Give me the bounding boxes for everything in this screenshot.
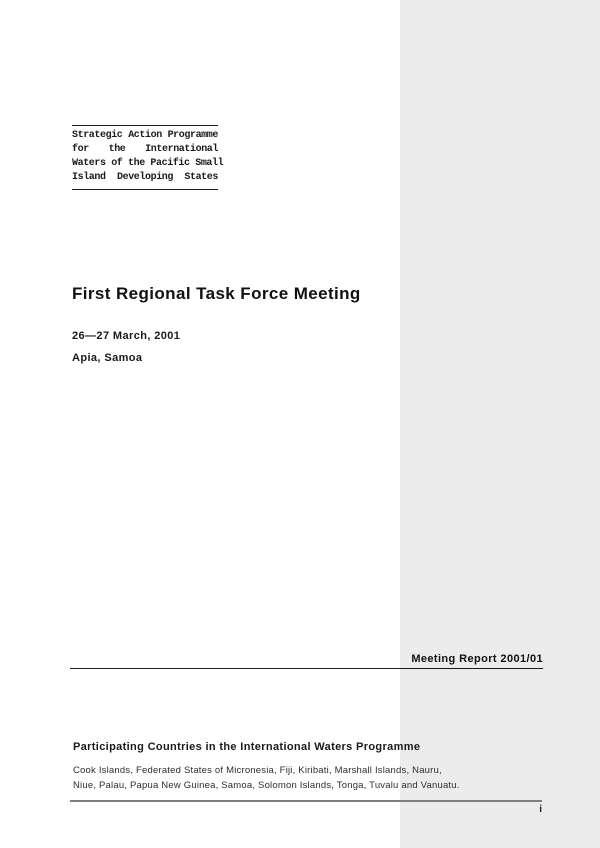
programme-line: for the International: [72, 144, 218, 155]
participants-heading: Participating Countries in the International Waters Programme: [73, 741, 421, 753]
programme-title-block: [72, 125, 224, 190]
meeting-location: Apia, Samoa: [72, 352, 143, 364]
report-title: First Regional Task Force Meeting: [72, 284, 361, 303]
programme-line: Waters of the Pacific Small: [72, 158, 224, 169]
right-gray-band: [400, 0, 600, 848]
footer-rule: [70, 800, 542, 802]
page-number: i: [539, 804, 542, 815]
programme-line: Island Developing States: [72, 172, 218, 183]
participants-list: Cook Islands, Federated States of Micronesia, Fiji, Kiribati, Marshall Islands, Nauru, Niue, Palau, Papua New Guinea, Samoa, Solomon Islands, Tonga, Tuvalu and Vanuatu.: [73, 765, 460, 791]
meeting-dates: 26—27 March, 2001: [72, 330, 181, 342]
report-reference: Meeting Report 2001/01: [70, 653, 543, 669]
programme-line: Strategic Action Programme: [72, 130, 218, 141]
